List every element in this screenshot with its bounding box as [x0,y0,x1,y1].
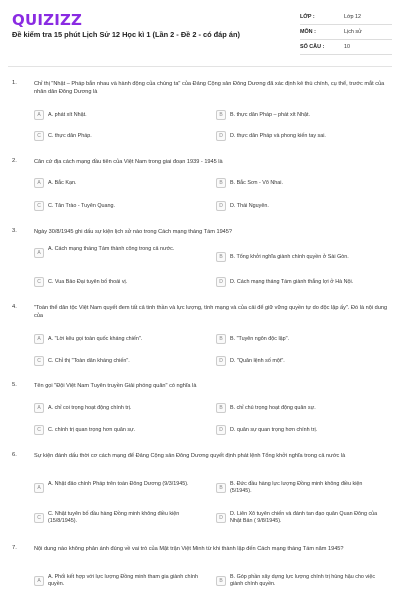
meta-value: Lớp 12 [344,14,362,20]
option-letter: D [216,425,226,435]
question-text: Căn cứ địa cách mạng đầu tiên của Việt Nam trong giai đoạn 1939 - 1945 là [34,159,223,165]
meta-row-subject [300,25,392,40]
option-letter: D [216,131,226,141]
option-text: B. Đức đầu hàng lực lượng Đồng minh không điều kiện (5/1945). [230,481,363,494]
option-letter: A [34,248,44,258]
option-text: B. thực dân Pháp – phát xít Nhật. [230,111,311,118]
option-text: A. Cách mạng tháng Tám thành công trong cả nước. [48,246,175,252]
option-text: A. phát xít Nhật. [48,111,87,118]
option-letter: B [216,403,226,413]
option-letter: D [216,277,226,287]
header-divider [8,66,392,67]
option-text: B. Góp phần xây dựng lực lượng chính trị hùng hậu cho việc giành chính quyền. [230,574,376,587]
question-text: Tên gọi "Đội Việt Nam Tuyên truyền Giải phóng quân" có nghĩa là [34,383,197,389]
option-text: D. Liên Xô tuyên chiến và đánh tan đạo quân Quan Đông của Nhật Bản ( 9/8/1945). [230,511,378,524]
question-number: 2. [12,158,17,164]
option-letter: A [34,576,44,586]
option-text: A. Phối kết hợp với lực lượng Đồng minh tham gia giành chính quyền. [48,574,198,587]
question-number: 6. [12,452,17,458]
quizizz-logo: QUIZIZZ [12,11,83,29]
option-text: D. Cách mạng tháng Tám giành thắng lợi ở Hà Nội. [230,278,354,285]
option-letter: B [216,110,226,120]
option-text: C. Nhật tuyên bố đầu hàng Đồng minh không điều kiện (15/8/1945). [48,511,180,524]
meta-key: SỐ CÂU : [300,44,325,50]
meta-table [300,10,392,55]
meta-key: LỚP : [300,14,315,20]
option-text: A. "Lời kêu gọi toàn quốc kháng chiến". [48,335,143,342]
option-letter: A [34,178,44,188]
option-letter: B [216,334,226,344]
option-text: A. Nhật đảo chính Pháp trên toàn Đông Dương (9/3/1945). [48,481,189,487]
option-letter: C [34,513,44,523]
option-text: D. Thái Nguyên. [230,202,269,209]
option-letter: C [34,425,44,435]
option-text: B. Bắc Sơn - Võ Nhai. [230,179,283,186]
option-letter: B [216,252,226,262]
option-text: B. "Tuyên ngôn độc lập". [230,335,290,342]
option-letter: A [34,403,44,413]
option-letter: C [34,131,44,141]
question-number: 7. [12,545,17,551]
option-text: C. Vua Bảo Đại tuyên bố thoái vị. [48,278,128,285]
meta-row-count [300,40,392,55]
page-title: Đề kiểm tra 15 phút Lịch Sử 12 Học kì 1 (Lần 2 - Đề 2 - có đáp án) [12,30,240,39]
question-text: Sự kiện đánh dấu thời cơ cách mạng để Đảng Cộng sản Đông Dương quyết định phát lệnh Tổng khởi nghĩa trong cả nước là [34,453,346,459]
question-text: Ngày 30/8/1945 ghi dấu sự kiện lịch sử nào trong Cách mạng tháng Tám 1945? [34,229,233,235]
option-text: C. thực dân Pháp. [48,132,92,139]
option-letter: A [34,334,44,344]
meta-key: MÔN : [300,29,316,35]
option-letter: D [216,201,226,211]
meta-row-class [300,10,392,25]
option-text: C. Chỉ thị "Toàn dân kháng chiến". [48,357,130,364]
option-text: D. quân sự quan trọng hơn chính trị. [230,426,318,433]
question-text: "Toàn thể dân tộc Việt Nam quyết đem tất cả tinh thần và lực lượng, tính mạng và của cải để giữ vững quyền tự do độc lập ấy". Đó là nội dung của [34,305,388,319]
question-text: Nội dung nào không phản ánh đúng về vai trò của Mặt trận Việt Minh từ khi thành lập đến Cách mạng tháng Tám năm 1945? [34,546,344,552]
question-number: 3. [12,228,17,234]
question-text: Chỉ thị "Nhật – Pháp bắn nhau và hành động của chúng ta" của Đảng Cộng sản Đông Dương đã xác định kẻ thù chính, cụ thể, trước mắt của nhân dân Đông Dương là [34,81,385,95]
option-letter: B [216,178,226,188]
option-text: A. chỉ coi trọng hoạt động chính trị. [48,404,132,411]
meta-value: Lịch sử [344,29,362,35]
option-letter: B [216,483,226,493]
option-letter: C [34,277,44,287]
option-letter: B [216,576,226,586]
option-letter: D [216,513,226,523]
option-text: B. chỉ chú trọng hoạt động quân sự. [230,404,316,411]
worksheet-header [0,0,400,66]
question-number: 4. [12,304,17,310]
question-number: 5. [12,382,17,388]
option-letter: D [216,356,226,366]
option-text: C. chính trị quan trọng hơn quân sự. [48,426,136,433]
option-letter: A [34,483,44,493]
meta-value: 10 [344,44,350,50]
question-number: 1. [12,80,17,86]
option-text: A. Bắc Kạn. [48,179,77,186]
option-letter: C [34,201,44,211]
option-letter: C [34,356,44,366]
option-text: D. "Quân lệnh số một". [230,357,285,364]
option-text: B. Tổng khởi nghĩa giành chính quyền ở Sài Gòn. [230,253,349,260]
option-text: D. thực dân Pháp và phong kiến tay sai. [230,132,326,139]
option-text: C. Tân Trào - Tuyên Quang. [48,202,116,209]
option-letter: A [34,110,44,120]
